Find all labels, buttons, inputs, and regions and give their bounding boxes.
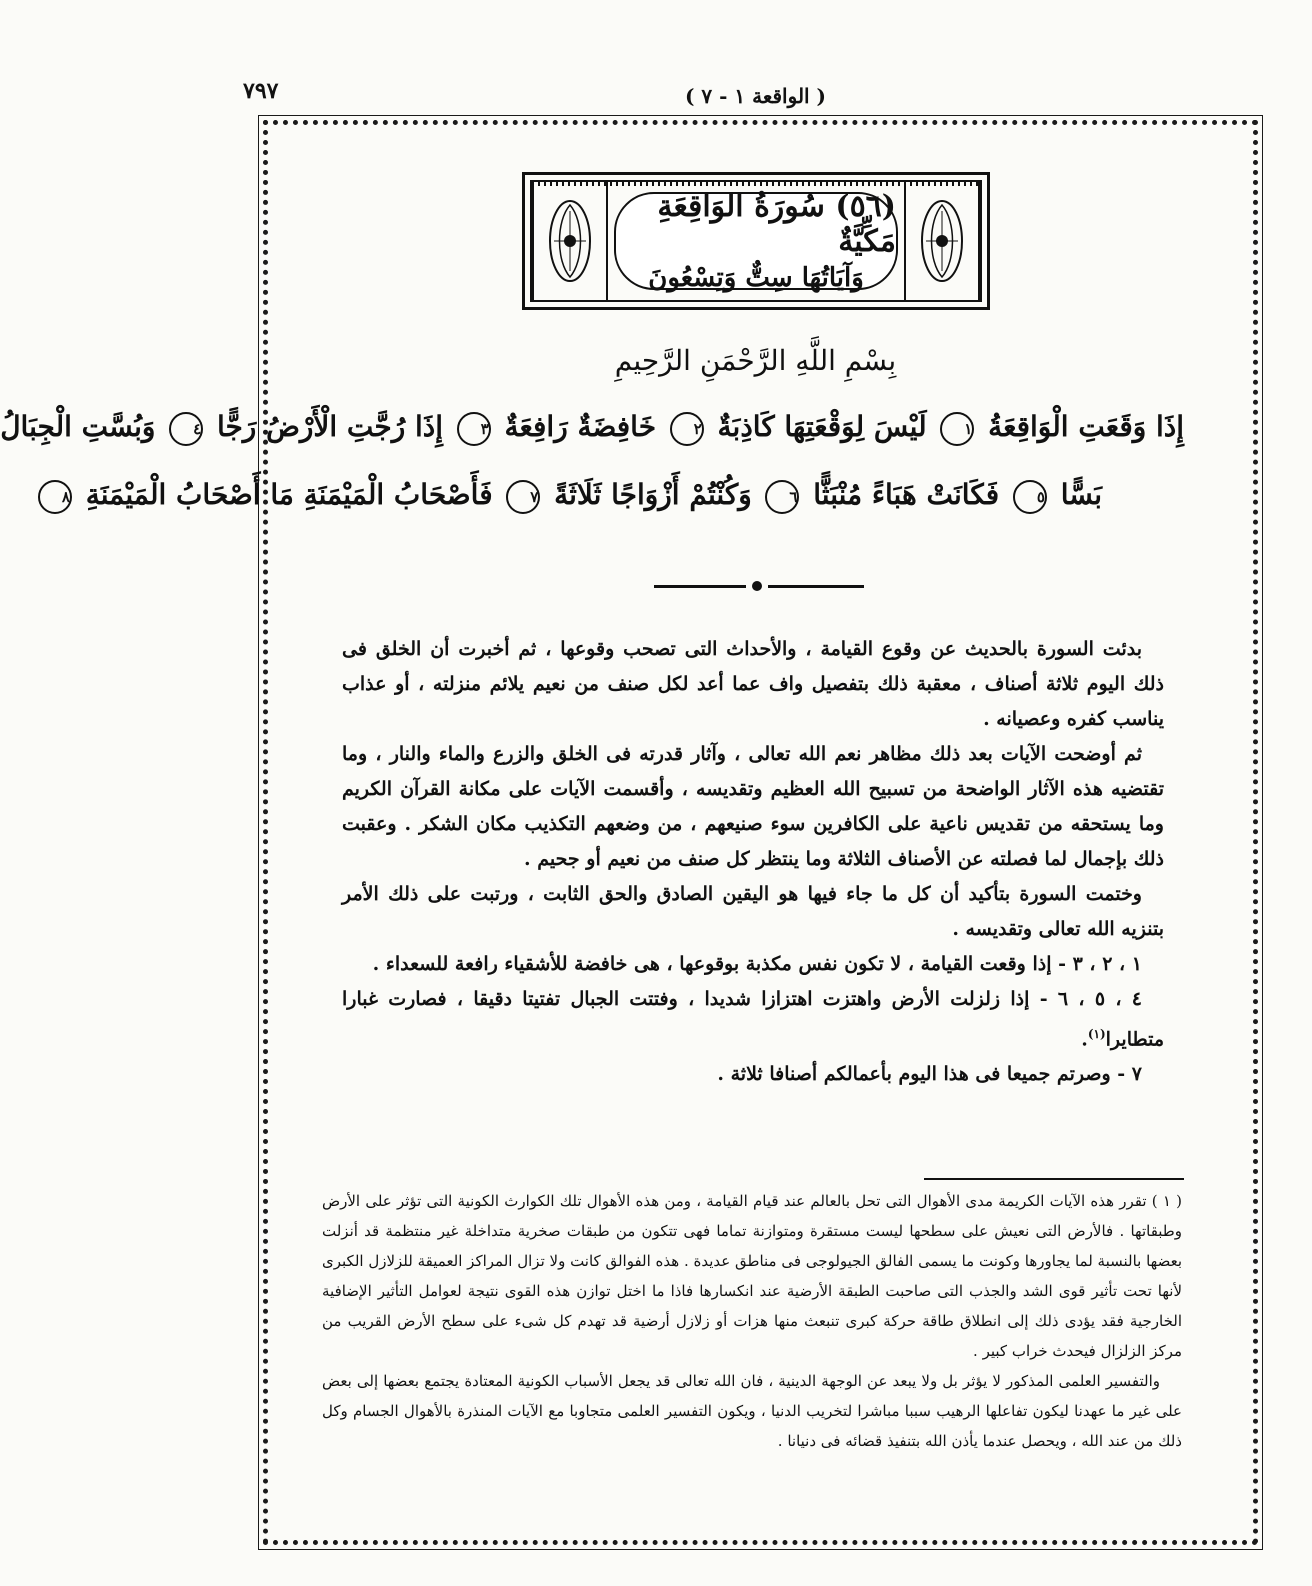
verse-line-2 bbox=[61, 478, 1102, 528]
verse-explanation: ١ ، ٢ ، ٣ - إذا وقعت القيامة ، لا تكون نفس مكذبة بوقوعها ، هى خافضة للأشقياء رافعة للسعداء . bbox=[372, 953, 1142, 975]
footnote-separator bbox=[924, 1178, 1184, 1180]
verse-text: فَكَانَتْ هَبَاءً مُنْبَثًّا bbox=[813, 478, 1000, 511]
ayah-number-marker: ٥ bbox=[1013, 480, 1047, 514]
page-number: ٧٩٧ bbox=[243, 78, 279, 104]
arabesque-ornament-icon bbox=[532, 182, 608, 300]
ayah-number-marker: ٢ bbox=[670, 412, 704, 446]
surah-verse-count: وَآيَاتُهَا سِتٌّ وَتِسْعُونَ bbox=[648, 263, 864, 293]
divider-bar bbox=[654, 585, 746, 588]
footnotes bbox=[322, 1186, 1182, 1456]
ayah-number-marker: ١ bbox=[940, 412, 974, 446]
divider-dot bbox=[752, 581, 762, 591]
verse-text: وَبُسَّتِ الْجِبَالُ bbox=[0, 410, 156, 443]
verse-line-1 bbox=[0, 410, 1184, 460]
divider-bar bbox=[768, 585, 864, 588]
surah-title-box bbox=[614, 189, 898, 293]
surah-title: (٥٦) سُورَةُ الوَاقِعَةِ مَكِّيَّةٌ bbox=[657, 189, 896, 259]
verse-text: لَيْسَ لِوَقْعَتِهَا كَاذِبَةٌ bbox=[717, 410, 927, 443]
ayah-number-marker: ٧ bbox=[506, 480, 540, 514]
ayah-number-marker: ٤ bbox=[169, 412, 203, 446]
commentary-paragraph: وختمت السورة بتأكيد أن كل ما جاء فيها هو اليقين الصادق والحق الثابت ، ورتبت على ذلك الأمر بتنزيه الله تعالى وتقديسه . bbox=[342, 883, 1164, 940]
ayah-number-marker: ٣ bbox=[457, 412, 491, 446]
verse-text: فَأَصْحَابُ الْمَيْمَنَةِ مَا أَصْحَابُ الْمَيْمَنَةِ bbox=[85, 478, 493, 511]
verse-explanation: ٧ - وصرتم جميعا فى هذا اليوم بأعمالكم أصنافا ثلاثة . bbox=[717, 1063, 1142, 1086]
commentary-paragraph: بدئت السورة بالحديث عن وقوع القيامة ، والأحداث التى تصحب وقوعها ، ثم أخبرت أن الخلق فى ذلك اليوم ثلاثة أصناف ، معقبة ذلك بتفصيل واف عما أعد لكل صنف من نعيم يلائم منزلته ، أو عذاب يناسب كفره وعصيانه . bbox=[342, 638, 1164, 730]
verse-explanation-text: ٤ ، ٥ ، ٦ - إذا زلزلت الأرض واهتزت اهتزازا شديدا ، وفتتت الجبال تفتيتا دقيقا ، فصارت غبارا متطايرا bbox=[342, 988, 1164, 1051]
verse-text: إِذَا وَقَعَتِ الْوَاقِعَةُ bbox=[988, 410, 1184, 443]
verse-text: إِذَا رُجَّتِ الْأَرْضُ رَجًّا bbox=[216, 410, 444, 443]
commentary-paragraph: ثم أوضحت الآيات بعد ذلك مظاهر نعم الله تعالى ، وآثار قدرته فى الخلق والزرع والماء والنار ، وما تقتضيه هذه الآثار الواضحة من تسبيح الله العظيم وتقديسه ، وأقسمت الآيات على مكانة القرآن الكريم وما يستحقه من تقديس ناعية على الكافرين سوء صنيعهم ، من وضعهم التكذيب مكان الشكر . وعقبت ذلك بإجمال لما فصلته عن الأصناف الثلاثة وما ينتظر كل صنف من نعيم أو جحيم . bbox=[342, 743, 1164, 870]
sentence-end: . bbox=[1081, 1028, 1088, 1051]
footnote-reference[interactable]: (١) bbox=[1087, 1027, 1106, 1041]
arabesque-ornament-icon bbox=[904, 182, 980, 300]
running-head: ( الواقعة ١ - ٧ ) bbox=[684, 84, 827, 108]
surah-header-cartouche bbox=[522, 172, 990, 310]
basmala: بِسْمِ اللَّهِ الرَّحْمَنِ الرَّحِيمِ bbox=[614, 344, 897, 377]
ayah-number-marker: ٨ bbox=[38, 480, 72, 514]
section-divider bbox=[654, 584, 864, 588]
verse-explanation bbox=[342, 982, 1164, 1057]
footnote: ( ١ ) تقرر هذه الآيات الكريمة مدى الأهوال التى تحل بالعالم عند قيام القيامة ، ومن هذه الأهوال تلك الكوارث الكونية التى تؤثر على الأرض وطبقاتها . فالأرض التى نعيش على سطحها ليست مستقرة ومتوازنة تماما فهى تتكون من طبقات صخرية متداخلة غير منتظمة قد أنزلت بعضها بالنسبة لما يجاورها وكونت ما يسمى الفالق الجيولوجى فى مناطق عديدة . هذه الفوالق كانت ولا تزال المراكز العميقة للزلازل الكبرى لأنها تحت تأثير قوى الشد والجذب التى صاحبت الطبقة الأرضية عند انكسارها فاذا ما اختل توازن هذه القوى نتيجة لعوامل التأثير الإضافية الخارجية فقد يؤدى ذلك إلى انطلاق طاقة حركة كبرى تنبعث منها هزات أو زلازل أرضية قد تهدم كل شىء على سطح الأرض القريب من مركز الزلزال فيحدث خراب كبير . bbox=[322, 1192, 1182, 1360]
commentary bbox=[342, 632, 1164, 1092]
verse-text: خَافِضَةٌ رَافِعَةٌ bbox=[504, 410, 657, 443]
verse-text: بَسًّا bbox=[1060, 478, 1102, 511]
verse-text: وَكُنْتُمْ أَزْوَاجًا ثَلَاثَةً bbox=[554, 478, 752, 511]
ayah-number-marker: ٦ bbox=[765, 480, 799, 514]
footnote-continuation: والتفسير العلمى المذكور لا يؤثر بل ولا يبعد عن الوجهة الدينية ، فان الله تعالى قد يجعل الأسباب الكونية المعتادة يجتمع بعضها إلى بعض على غير ما عهدنا ليكون تفاعلها الرهيب سببا مباشرا لتخريب الدنيا ، ويكون التفسير العلمى متجاوبا مع الآيات المنذرة بالأهوال الجسام وكل ذلك من عند الله ، ويحصل عندما يأذن الله بتنفيذ قضائه فى دنيانا . bbox=[322, 1372, 1182, 1450]
